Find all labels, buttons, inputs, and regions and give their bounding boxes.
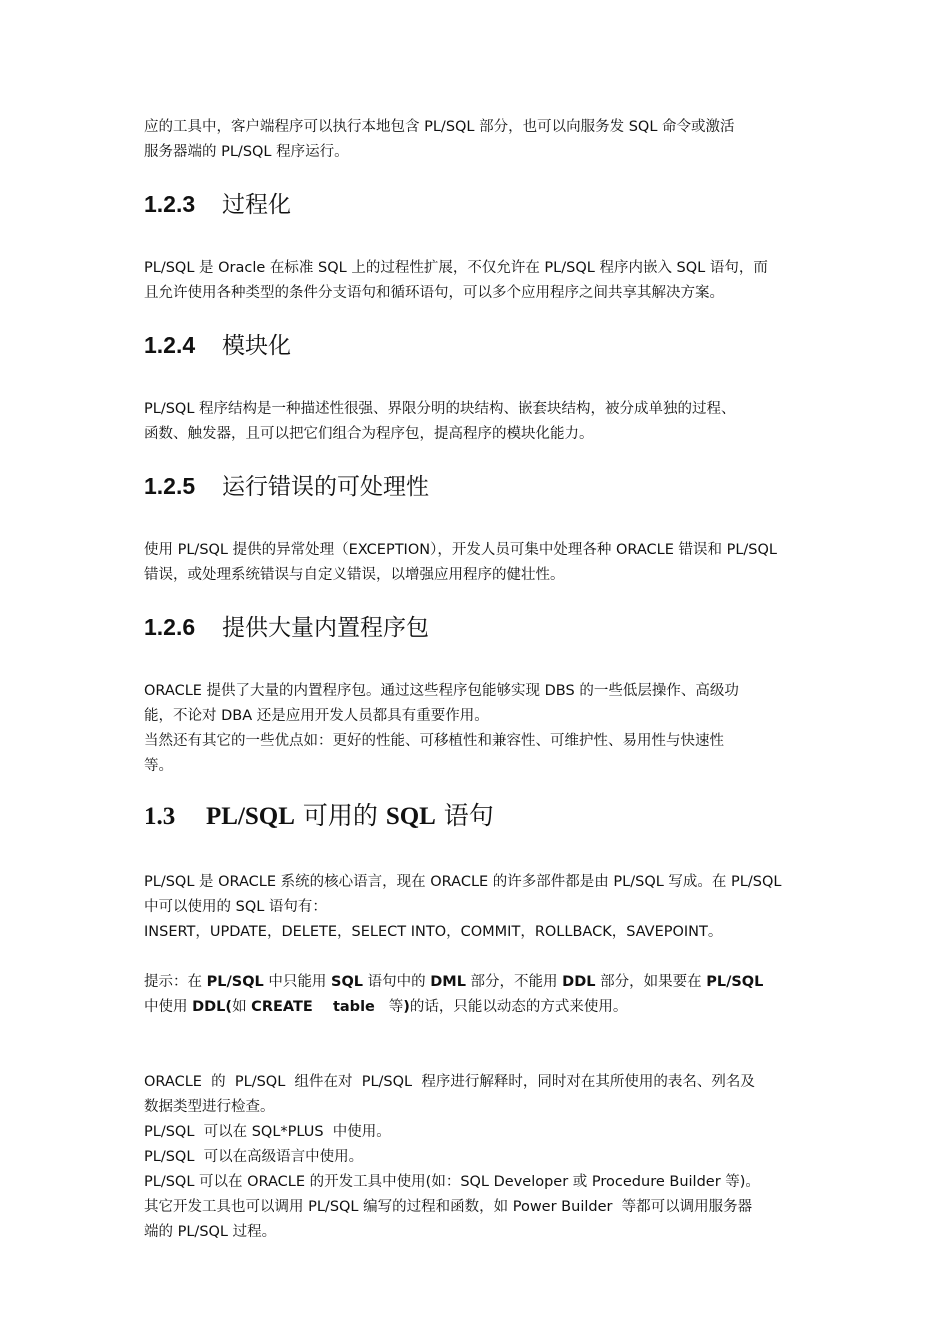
- text-line: PL/SQL 是 ORACLE 系统的核心语言，现在 ORACLE 的许多部件都是由 PL/SQL 写成。在 PL/SQL: [144, 874, 782, 890]
- tip-text: 的话，只能以动态的方式来使用。: [409, 999, 628, 1015]
- text-line: 数据类型进行检查。: [144, 1099, 275, 1115]
- text-line: ORACLE 的 PL/SQL 组件在对 PL/SQL 程序进行解释时，同时对在其所使用的表名、列名及: [144, 1074, 755, 1090]
- tip-keyword: DDL: [562, 974, 596, 990]
- tip-paragraph: [144, 970, 808, 1020]
- tip-keyword: ): [403, 999, 410, 1015]
- text-line: PL/SQL 可以在 SQL*PLUS 中使用。: [144, 1124, 391, 1140]
- tip-text: 语句中的: [363, 974, 431, 990]
- text-line: PL/SQL 可以在高级语言中使用。: [144, 1149, 364, 1165]
- paragraph-1-3-intro: [144, 870, 808, 945]
- heading-1-2-3: [144, 189, 808, 220]
- text-line: INSERT，UPDATE，DELETE，SELECT INTO，COMMIT，ROLLBACK，SAVEPOINT。: [144, 924, 723, 940]
- heading-number: 1.3: [144, 803, 176, 830]
- intro-paragraph: [144, 115, 808, 165]
- heading-1-3: [144, 800, 808, 833]
- text-line: 当然还有其它的一些优点如：更好的性能、可移植性和兼容性、可维护性、易用性与快速性: [144, 733, 724, 749]
- heading-keyword: PL/SQL: [206, 803, 295, 830]
- heading-title: 运行错误的可处理性: [222, 474, 429, 500]
- heading-title: 模块化: [222, 333, 291, 359]
- heading-number: 1.2.3: [144, 191, 196, 217]
- heading-title: 提供大量内置程序包: [222, 615, 429, 641]
- text-line: PL/SQL 程序结构是一种描述性很强、界限分明的块结构、嵌套块结构，被分成单独的过程、: [144, 401, 736, 417]
- tip-text: 如: [232, 999, 252, 1015]
- text-line: ORACLE 提供了大量的内置程序包。通过这些程序包能够实现 DBS 的一些低层操作、高级功: [144, 683, 739, 699]
- text-line: 其它开发工具也可以调用 PL/SQL 编写的过程和函数，如 Power Builder 等都可以调用服务器: [144, 1199, 753, 1215]
- heading-text: 可用的: [294, 801, 386, 830]
- text-line: 中可以使用的 SQL 语句有：: [144, 899, 327, 915]
- text-line: 能，不论对 DBA 还是应用开发人员都具有重要作用。: [144, 708, 489, 724]
- heading-1-2-5: [144, 471, 808, 502]
- text-line: 且允许使用各种类型的条件分支语句和循环语句，可以多个应用程序之间共享其解决方案。: [144, 285, 724, 301]
- heading-title: 过程化: [222, 192, 291, 218]
- heading-number: 1.2.5: [144, 473, 196, 499]
- text-line: 错误，或处理系统错误与自定义错误，以增强应用程序的健壮性。: [144, 567, 565, 583]
- text-line: 使用 PL/SQL 提供的异常处理（EXCEPTION），开发人员可集中处理各种 ORACLE 错误和 PL/SQL: [144, 542, 777, 558]
- paragraph-1-2-3: [144, 256, 808, 306]
- text-line: 等。: [144, 758, 173, 774]
- tip-keyword: PL/SQL: [206, 974, 264, 990]
- text-line: 服务器端的 PL/SQL 程序运行。: [144, 144, 349, 160]
- tip-keyword: DDL(: [192, 999, 233, 1015]
- text-line: 应的工具中，客户端程序可以执行本地包含 PL/SQL 部分，也可以向服务发 SQL 命令或激活: [144, 119, 735, 135]
- paragraph-1-3-details: [144, 1045, 808, 1245]
- heading-1-2-6: [144, 612, 808, 643]
- tip-text: 部分，不能用: [465, 974, 563, 990]
- paragraph-1-2-4: [144, 397, 808, 447]
- tip-keyword: DML: [430, 974, 466, 990]
- heading-1-2-4: [144, 330, 808, 361]
- tip-text: 中使用: [144, 999, 193, 1015]
- heading-number: 1.2.4: [144, 332, 196, 358]
- paragraph-1-2-5: [144, 538, 808, 588]
- tip-text: 提示：在: [144, 974, 207, 990]
- tip-text: 部分，如果要在: [595, 974, 707, 990]
- heading-text: 语句: [435, 801, 494, 830]
- tip-keyword: PL/SQL: [706, 974, 764, 990]
- paragraph-1-2-6: [144, 679, 808, 779]
- text-line: PL/SQL 可以在 ORACLE 的开发工具中使用(如：SQL Developer 或 Procedure Builder 等)。: [144, 1174, 760, 1190]
- tip-keyword: CREATE table: [251, 999, 375, 1015]
- heading-keyword: SQL: [385, 803, 436, 830]
- tip-text: 中只能用: [263, 974, 331, 990]
- text-line: 函数、触发器，且可以把它们组合为程序包，提高程序的模块化能力。: [144, 426, 594, 442]
- tip-keyword: SQL: [331, 974, 364, 990]
- text-line: 端的 PL/SQL 过程。: [144, 1224, 277, 1240]
- tip-text: 等: [374, 999, 404, 1015]
- heading-number: 1.2.6: [144, 614, 196, 640]
- text-line: PL/SQL 是 Oracle 在标准 SQL 上的过程性扩展，不仅允许在 PL/SQL 程序内嵌入 SQL 语句，而: [144, 260, 768, 276]
